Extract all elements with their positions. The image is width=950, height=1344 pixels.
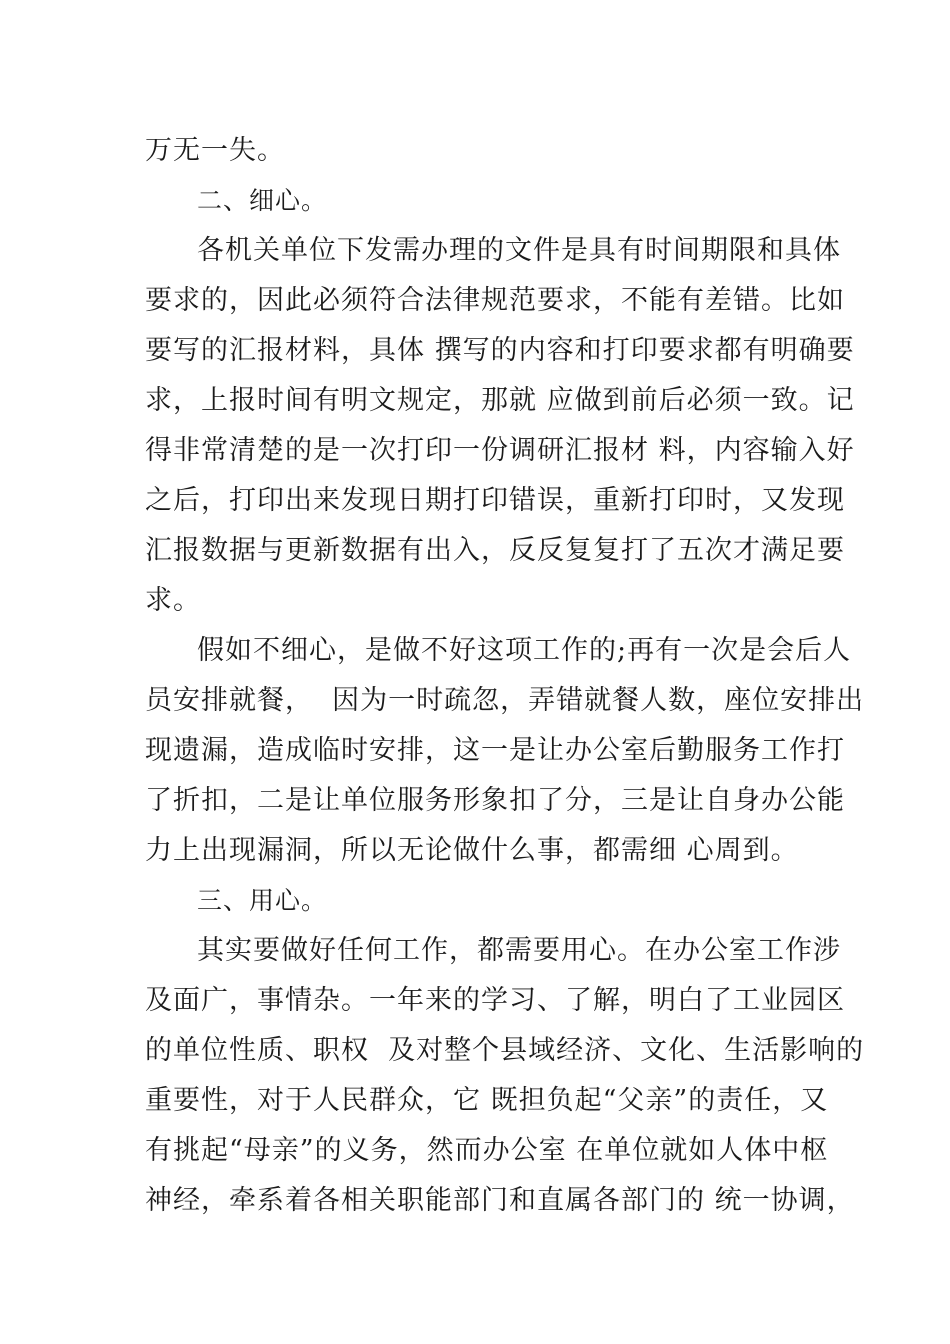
paragraph-line: 求。 [145, 585, 201, 616]
paragraph-line: 之后，打印出来发现日期打印错误，重新打印时，又发现 [145, 485, 845, 516]
paragraph-line: 员安排就餐， 因为一时疏忽，弄错就餐人数，座位安排出 [145, 685, 865, 716]
paragraph-line: 各机关单位下发需办理的文件是具有时间期限和具体 [197, 235, 841, 266]
paragraph-line: 其实要做好任何工作，都需要用心。在办公室工作涉 [197, 935, 841, 966]
paragraph-line: 求，上报时间有明文规定，那就 应做到前后必须一致。记 [145, 385, 855, 416]
paragraph-line: 有挑起“母亲”的义务，然而办公室 在单位就如人体中枢 [145, 1135, 829, 1166]
paragraph-line: 得非常清楚的是一次打印一份调研汇报材 料，内容输入好 [145, 435, 855, 466]
paragraph-line: 了折扣，二是让单位服务形象扣了分，三是让自身办公能 [145, 785, 845, 816]
paragraph-line: 假如不细心，是做不好这项工作的;再有一次是会后人 [197, 635, 852, 666]
section-heading: 二、细心。 [197, 186, 328, 215]
paragraph-line: 汇报数据与更新数据有出入，反反复复打了五次才满足要 [145, 535, 845, 566]
section-heading: 三、用心。 [197, 886, 328, 915]
paragraph-line: 的单位性质、职权 及对整个县域经济、文化、生活影响的 [145, 1035, 865, 1066]
paragraph-line: 万无一失。 [145, 135, 285, 166]
paragraph-line: 重要性，对于人民群众，它 既担负起“父亲”的责任，又 [145, 1085, 829, 1116]
paragraph-line: 力上出现漏洞，所以无论做什么事，都需细 心周到。 [145, 835, 799, 866]
paragraph-line: 神经，牵系着各相关职能部门和直属各部门的 统一协调， [145, 1185, 855, 1216]
paragraph-line: 现遗漏，造成临时安排，这一是让办公室后勤服务工作打 [145, 735, 845, 766]
paragraph-line: 及面广，事情杂。一年来的学习、了解，明白了工业园区 [145, 985, 845, 1016]
paragraph-line: 要写的汇报材料，具体 撰写的内容和打印要求都有明确要 [145, 335, 855, 366]
paragraph-line: 要求的，因此必须符合法律规范要求，不能有差错。比如 [145, 285, 845, 316]
